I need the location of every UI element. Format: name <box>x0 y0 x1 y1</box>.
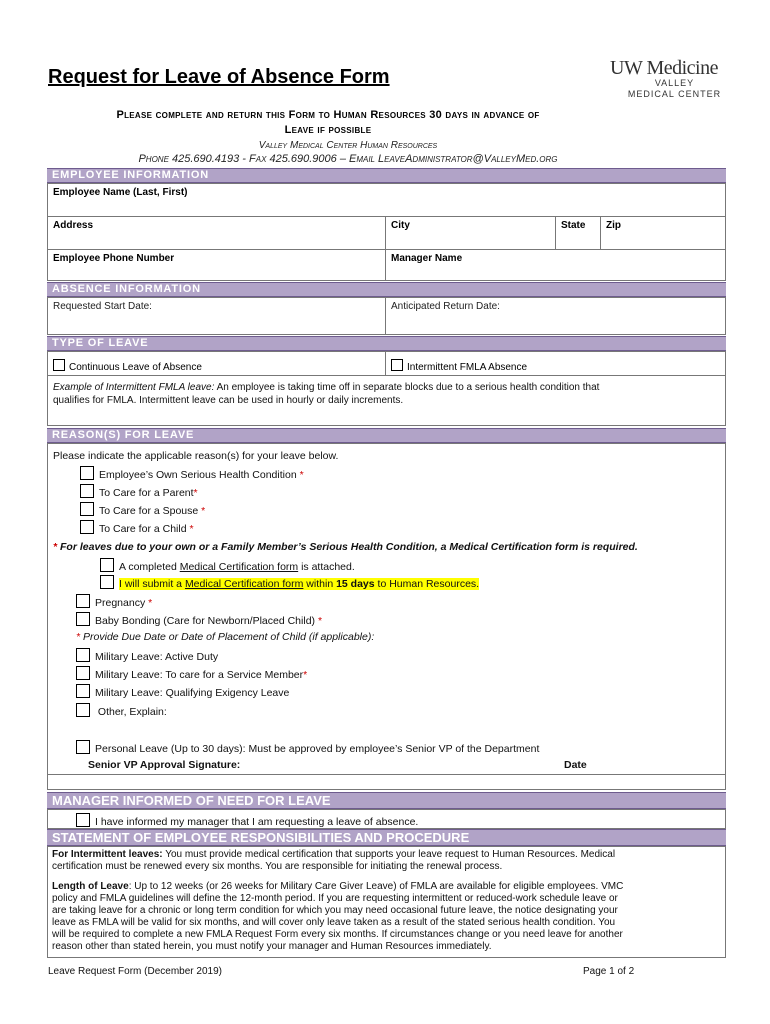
personal-checkbox[interactable] <box>76 740 90 754</box>
intermittent-paragraph <box>52 849 721 873</box>
length-paragraph <box>52 881 721 953</box>
intermittent-label: Intermittent FMLA Absence <box>407 362 528 373</box>
instructions <box>48 108 608 138</box>
length-text-5: will be required to complete a new FMLA Request Form every six months. If circumstances change or you need leave for another <box>52 929 623 940</box>
logo-sub-text-1: VALLEY <box>654 78 695 88</box>
return-date-label: Anticipated Return Date: <box>391 301 500 312</box>
reason-care-parent[interactable] <box>80 484 198 499</box>
reason-care-child[interactable] <box>80 520 194 535</box>
military-exigency-checkbox[interactable] <box>76 684 90 698</box>
cert-attached-checkbox[interactable] <box>100 558 114 572</box>
statement-band: STATEMENT OF EMPLOYEE RESPONSIBILITIES AND PROCEDURE <box>47 829 726 846</box>
type-of-leave-band: TYPE OF LEAVE <box>47 336 726 351</box>
other-label: Other, Explain: <box>97 706 167 718</box>
cert-attached-option[interactable] <box>100 558 355 573</box>
length-text-1: : Up to 12 weeks (or 26 weeks for Military Care Giver Leave) of FMLA are available for eligible employees. VMC <box>128 881 624 892</box>
military-active-checkbox[interactable] <box>76 648 90 662</box>
required-star: * <box>76 631 81 643</box>
cert-submit-mid: within <box>303 578 337 590</box>
length-text-2: policy and FMLA guidelines will define the 12-month period. If you are requesting intermittent or reduced-work schedule leave or <box>52 893 618 904</box>
care-spouse-checkbox[interactable] <box>80 502 94 516</box>
cert-submit-option[interactable] <box>100 575 479 590</box>
vp-signature-label: Senior VP Approval Signature: <box>88 759 241 771</box>
reason-personal[interactable] <box>76 740 539 755</box>
footer-page-number: Page 1 of 2 <box>583 966 635 977</box>
vp-date-label: Date <box>564 759 587 771</box>
contact-info: Phone 425.690.4193 - Fax 425.690.9006 – Email LeaveAdministrator@ValleyMed.org <box>138 153 558 165</box>
logo-main-text: UW Medicine <box>610 57 718 79</box>
length-text-3: are taking leave for a chronic or long term condition for which you may need occasional future leave, the notice designating your <box>52 905 618 916</box>
care-parent-label: To Care for a Parent <box>99 487 194 499</box>
manager-informed-label: I have informed my manager that I am requesting a leave of absence. <box>95 816 419 828</box>
start-date-field[interactable] <box>48 298 386 334</box>
reason-military-care[interactable] <box>76 666 307 681</box>
personal-label: Personal Leave (Up to 30 days): Must be approved by employee’s Senior VP of the Department <box>95 743 540 755</box>
reasons-box <box>47 443 726 790</box>
required-star: * <box>193 487 198 499</box>
own-health-checkbox[interactable] <box>80 466 94 480</box>
manager-informed-band: MANAGER INFORMED OF NEED FOR LEAVE <box>47 792 726 809</box>
military-care-label: Military Leave: To care for a Service Member <box>95 669 304 681</box>
reason-bonding[interactable] <box>76 612 322 627</box>
statement-box <box>47 846 726 958</box>
reason-care-spouse[interactable] <box>80 502 205 517</box>
reason-military-exigency[interactable] <box>76 684 289 699</box>
due-date-note <box>76 631 374 643</box>
cert-submit-checkbox[interactable] <box>100 575 114 589</box>
example-text-2: qualifies for FMLA. Intermittent leave can be used in hourly or daily increments. <box>53 395 404 406</box>
length-text-6: reason other than stated herein, you must notify your manager and Human Resources immediately. <box>52 941 492 952</box>
reasons-band: REASON(S) FOR LEAVE <box>47 428 726 443</box>
employee-phone-label: Employee Phone Number <box>53 253 175 264</box>
other-checkbox[interactable] <box>76 703 90 717</box>
bonding-label: Baby Bonding (Care for Newborn/Placed Child) <box>95 615 316 627</box>
military-care-checkbox[interactable] <box>76 666 90 680</box>
military-active-label: Military Leave: Active Duty <box>95 651 219 663</box>
intermittent-example <box>47 376 726 426</box>
logo-sub-text-2: MEDICAL CENTER <box>627 89 722 99</box>
example-label: Example of Intermittent FMLA leave: <box>53 382 215 393</box>
manager-informed-option[interactable] <box>76 813 418 828</box>
certification-note-text: For leaves due to your own or a Family Member’s Serious Health Condition, a Medical Certification form is required. <box>60 541 638 553</box>
city-field[interactable] <box>386 217 556 250</box>
due-date-note-text: Provide Due Date or Date of Placement of Child (if applicable): <box>83 631 375 643</box>
return-date-field[interactable] <box>386 298 725 334</box>
required-star: * <box>53 541 58 553</box>
reason-military-active[interactable] <box>76 648 218 663</box>
address-field[interactable] <box>48 217 386 250</box>
intermittent-text-2: certification must be renewed every six months. You are responsible for initiating the renewal process. <box>52 861 503 872</box>
cert-submit-days: 15 days <box>336 578 375 590</box>
required-star: * <box>201 505 206 517</box>
employee-info-band: EMPLOYEE INFORMATION <box>47 168 726 183</box>
bonding-checkbox[interactable] <box>76 612 90 626</box>
cert-submit-post: to Human Resources. <box>374 578 480 590</box>
manager-informed-checkbox[interactable] <box>76 813 90 827</box>
length-heading: Length of Leave <box>52 881 129 892</box>
address-label: Address <box>53 220 94 231</box>
required-star: * <box>299 469 304 481</box>
absence-info-box <box>47 297 726 335</box>
divider <box>48 774 725 775</box>
employee-name-label: Employee Name (Last, First) <box>53 187 188 198</box>
medical-certification-link[interactable]: Medical Certification form <box>179 561 299 573</box>
state-label: State <box>561 220 586 231</box>
own-health-label: Employee’s Own Serious Health Condition <box>99 469 297 481</box>
employee-info-box <box>47 183 726 281</box>
care-child-checkbox[interactable] <box>80 520 94 534</box>
intermittent-text-1: You must provide medical certification that supports your leave request to Human Resources. Medical <box>162 849 616 860</box>
required-star: * <box>189 523 194 535</box>
medical-certification-link[interactable]: Medical Certification form <box>184 578 304 590</box>
required-star: * <box>303 669 308 681</box>
cert-submit-pre: I will submit a <box>119 578 185 590</box>
footer-form-version: Leave Request Form (December 2019) <box>48 966 222 977</box>
continuous-option[interactable] <box>48 352 386 375</box>
certification-note <box>53 541 638 553</box>
manager-informed-box <box>47 809 726 829</box>
required-star: * <box>317 615 323 627</box>
intermittent-checkbox[interactable] <box>391 359 403 371</box>
example-text-1: An employee is taking time off in separate blocks due to a serious health condition that <box>214 382 600 393</box>
military-exigency-label: Military Leave: Qualifying Exigency Leave <box>95 687 290 699</box>
type-of-leave-box <box>47 351 726 376</box>
absence-info-band: ABSENCE INFORMATION <box>47 282 726 297</box>
city-label: City <box>391 220 410 231</box>
state-field[interactable] <box>556 217 601 250</box>
reasons-intro: Please indicate the applicable reason(s) for your leave below. <box>53 450 339 462</box>
continuous-label: Continuous Leave of Absence <box>69 362 202 373</box>
required-star: * <box>148 597 153 609</box>
intermittent-heading: For Intermittent leaves: <box>52 849 163 860</box>
pregnancy-checkbox[interactable] <box>76 594 90 608</box>
instructions-line-1: Please complete and return this Form to Human Resources 30 days in advance of <box>116 109 540 121</box>
zip-label: Zip <box>606 220 621 231</box>
manager-name-field[interactable] <box>386 250 725 281</box>
care-parent-checkbox[interactable] <box>80 484 94 498</box>
continuous-checkbox[interactable] <box>53 359 65 371</box>
reason-other[interactable] <box>76 703 167 718</box>
care-spouse-label: To Care for a Spouse <box>99 505 199 517</box>
hr-department: Valley Medical Center Human Resources <box>258 140 438 151</box>
length-text-4: leave as FMLA will be valid for six months, and will cover only leave taken as a result of the stated serious health condition. You <box>52 917 616 928</box>
manager-name-label: Manager Name <box>391 253 463 264</box>
form-title: Request for Leave of Absence Form <box>48 66 390 88</box>
intermittent-option[interactable] <box>386 352 725 375</box>
uw-medicine-logo <box>610 58 725 100</box>
reason-pregnancy[interactable] <box>76 594 152 609</box>
care-child-label: To Care for a Child <box>99 523 187 535</box>
reason-own-health[interactable] <box>80 466 304 481</box>
instructions-line-2: Leave if possible <box>284 124 372 136</box>
start-date-label: Requested Start Date: <box>53 301 152 312</box>
pregnancy-label: Pregnancy <box>95 597 146 609</box>
employee-name-field[interactable] <box>48 184 725 217</box>
zip-field[interactable] <box>601 217 725 250</box>
employee-phone-field[interactable] <box>48 250 386 281</box>
cert-attached-post: is attached. <box>298 561 355 573</box>
cert-attached-pre: A completed <box>119 561 180 573</box>
